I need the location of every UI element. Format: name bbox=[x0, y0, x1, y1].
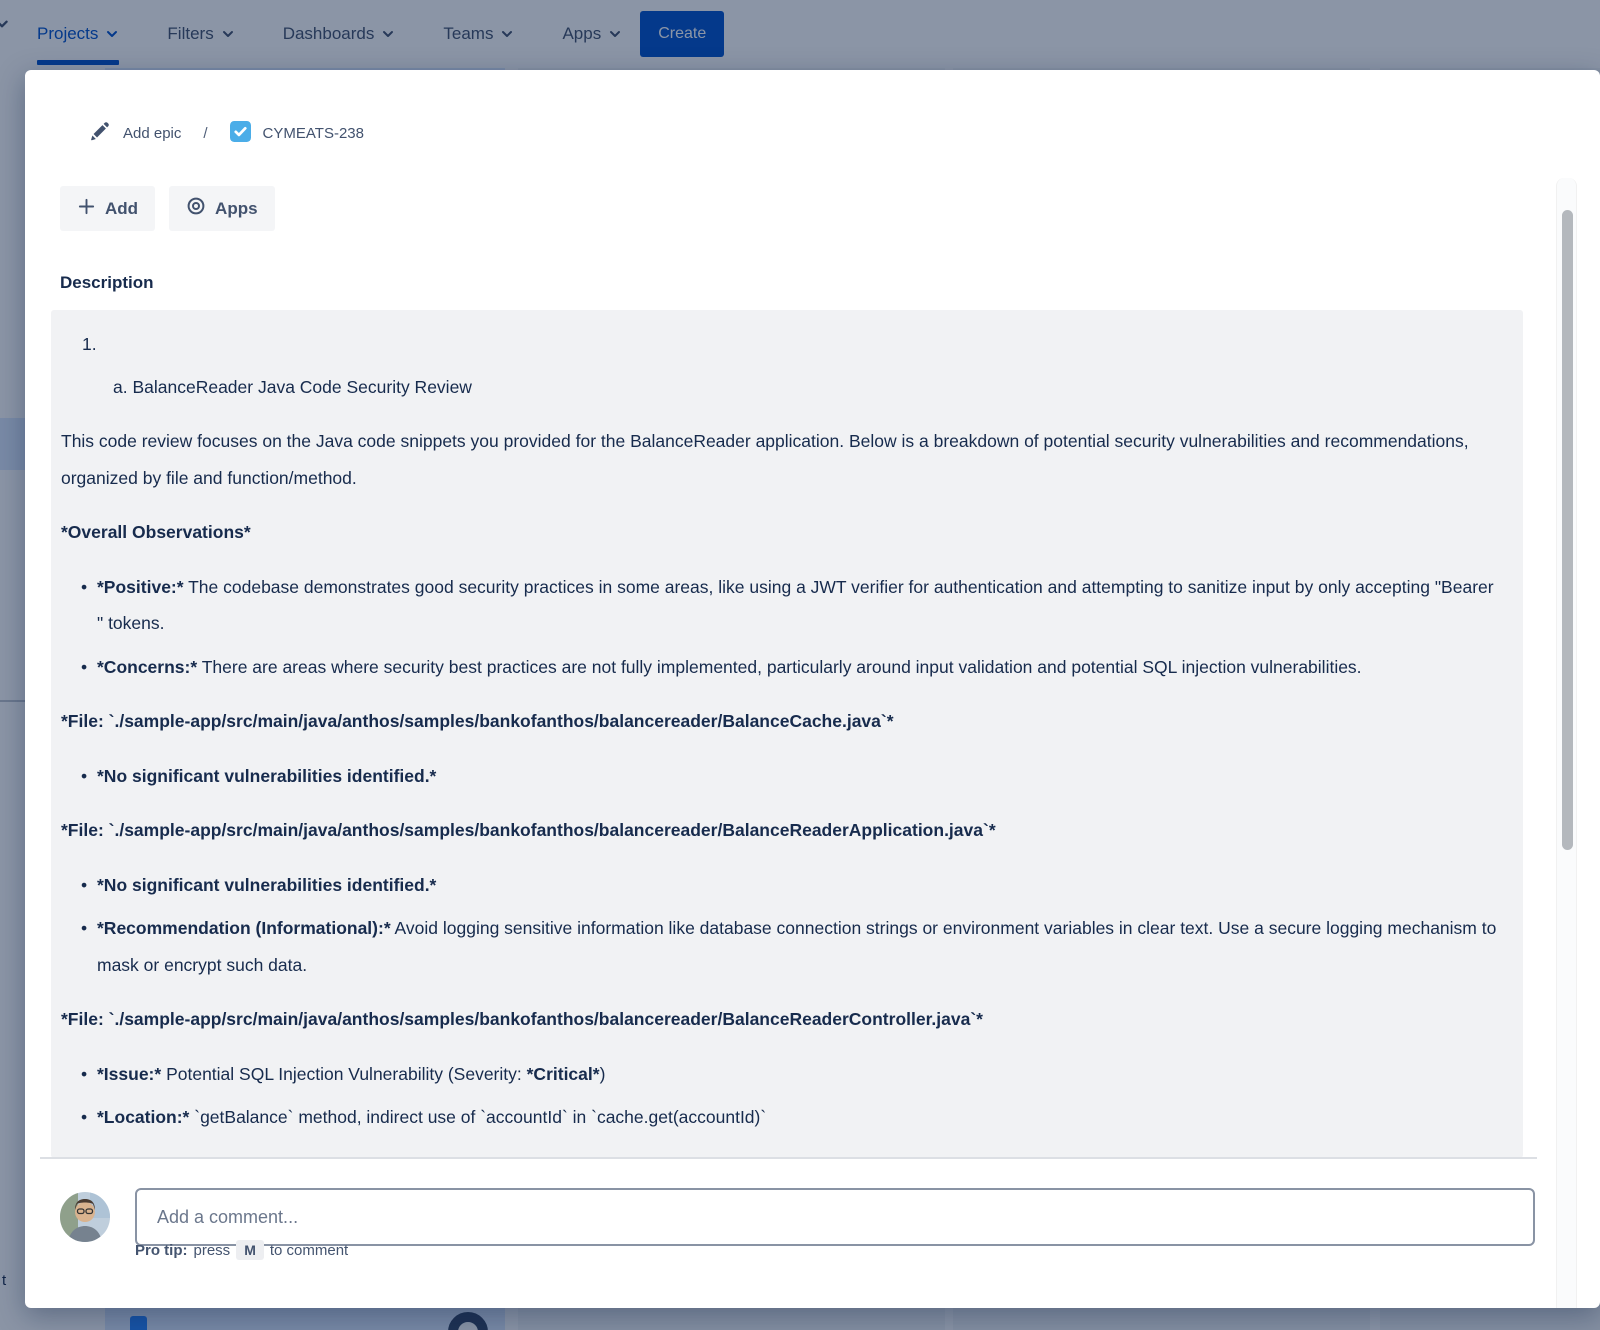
breadcrumb-issue-key[interactable]: CYMEATS-238 bbox=[262, 125, 364, 142]
description-paragraph bbox=[61, 812, 1499, 849]
protip-press-text: press bbox=[193, 1241, 231, 1259]
description-bold-text: *Issue:* bbox=[97, 1063, 162, 1084]
description-bold-text: *Positive:* bbox=[97, 576, 184, 597]
description-bullet-list bbox=[61, 569, 1499, 686]
description-text: `getBalance` method, indirect use of `accountId` in `cache.get(accountId)` bbox=[189, 1107, 767, 1127]
apps-icon bbox=[186, 196, 206, 221]
description-text: Avoid logging sensitive information like database connection strings or environment variables in clear text. Use a secure logging mechanism to mask or encrypt such data. bbox=[97, 918, 1497, 975]
plus-icon bbox=[77, 197, 96, 221]
description-bold-text: *Recommendation (Informational):* bbox=[97, 918, 391, 938]
description-bullet bbox=[61, 569, 1499, 642]
comment-input[interactable] bbox=[135, 1188, 1535, 1246]
description-text: Potential SQL Injection Vulnerability (Severity: bbox=[161, 1063, 527, 1084]
protip-label: Pro tip: bbox=[135, 1241, 188, 1259]
nav-item-label: Projects bbox=[37, 24, 99, 43]
add-button[interactable] bbox=[60, 186, 155, 231]
scrollbar-thumb[interactable] bbox=[1562, 210, 1573, 850]
pencil-icon bbox=[88, 120, 111, 147]
description-bullet bbox=[61, 1099, 1499, 1136]
description-text: The codebase demonstrates good security practices in some areas, like using a JWT verifier for authentication and attempting to sanitize input by only accepting "Bearer " tokens. bbox=[97, 576, 1494, 633]
avatar[interactable] bbox=[60, 1192, 110, 1242]
description-bold-text: *File: `./sample-app/src/main/java/anthos/samples/bankofanthos/balancereader/BalanceReaderController.java`* bbox=[61, 1009, 983, 1029]
issue-detail-modal bbox=[25, 70, 1600, 1308]
description-heading: Description bbox=[60, 273, 154, 292]
description-bold-text: *Concerns:* bbox=[97, 656, 198, 677]
description-paragraph bbox=[61, 703, 1499, 740]
comment-section-divider bbox=[40, 1157, 1537, 1159]
breadcrumb bbox=[88, 120, 364, 147]
create-button[interactable]: Create bbox=[640, 11, 724, 57]
add-button-label: Add bbox=[105, 198, 139, 218]
breadcrumb-separator: / bbox=[203, 125, 208, 142]
description-text: This code review focuses on the Java code snippets you provided for the BalanceReader application. Below is a breakdown of potential security vulnerabilities and recommendations, organized by file and function/method. bbox=[61, 431, 1469, 488]
description-text: There are areas where security best practices are not fully implemented, particularly around input validation and potential SQL injection vulnerabilities. bbox=[197, 656, 1362, 677]
sidebar-clipped-label: t bbox=[2, 1272, 7, 1289]
description-bullet bbox=[61, 758, 1499, 795]
protip-after-text: to comment bbox=[269, 1241, 349, 1259]
description-bold-text: *File: `./sample-app/src/main/java/anthos/samples/bankofanthos/balancereader/BalanceReaderApplication.java`* bbox=[61, 820, 996, 840]
description-bullet-list bbox=[61, 867, 1499, 984]
description-body[interactable] bbox=[51, 310, 1523, 1158]
description-list-item: 1. bbox=[82, 334, 97, 354]
description-list-item: a. BalanceReader Java Code Security Review bbox=[113, 376, 472, 397]
description-bullet-list bbox=[61, 1056, 1499, 1136]
description-bold-text: *No significant vulnerabilities identified.* bbox=[97, 765, 437, 786]
description-text: ) bbox=[599, 1063, 606, 1084]
scrollbar-track[interactable] bbox=[1556, 178, 1577, 1308]
description-bullet bbox=[61, 1056, 1499, 1093]
description-bold-text: *Location:* bbox=[97, 1107, 190, 1127]
breadcrumb-add-epic[interactable]: Add epic bbox=[123, 125, 182, 142]
description-bold-text: *File: `./sample-app/src/main/java/anthos/samples/bankofanthos/balancereader/BalanceCache.java`* bbox=[61, 711, 894, 731]
description-bullet-list bbox=[61, 758, 1499, 795]
nav-item-label: Filters bbox=[167, 24, 214, 43]
description-bullet bbox=[61, 910, 1499, 983]
description-bullet bbox=[61, 649, 1499, 686]
nav-item-label: Teams bbox=[443, 24, 494, 43]
issue-toolbar bbox=[60, 186, 275, 231]
description-paragraph bbox=[61, 514, 1499, 551]
protip-key-m: M bbox=[236, 1240, 264, 1260]
description-bold-text: *Critical* bbox=[526, 1063, 600, 1084]
description-paragraph bbox=[61, 1001, 1499, 1038]
comment-protip bbox=[135, 1240, 348, 1260]
nav-item-label: Dashboards bbox=[282, 24, 375, 43]
description-paragraph bbox=[61, 423, 1499, 496]
task-type-icon bbox=[230, 121, 251, 146]
description-bullet bbox=[61, 867, 1499, 904]
description-bold-text: *Overall Observations* bbox=[61, 522, 251, 542]
description-bold-text: *No significant vulnerabilities identified.* bbox=[97, 874, 437, 895]
nav-item-label: Apps bbox=[562, 24, 602, 43]
apps-button-label: Apps bbox=[215, 198, 258, 218]
apps-button[interactable] bbox=[169, 186, 275, 231]
